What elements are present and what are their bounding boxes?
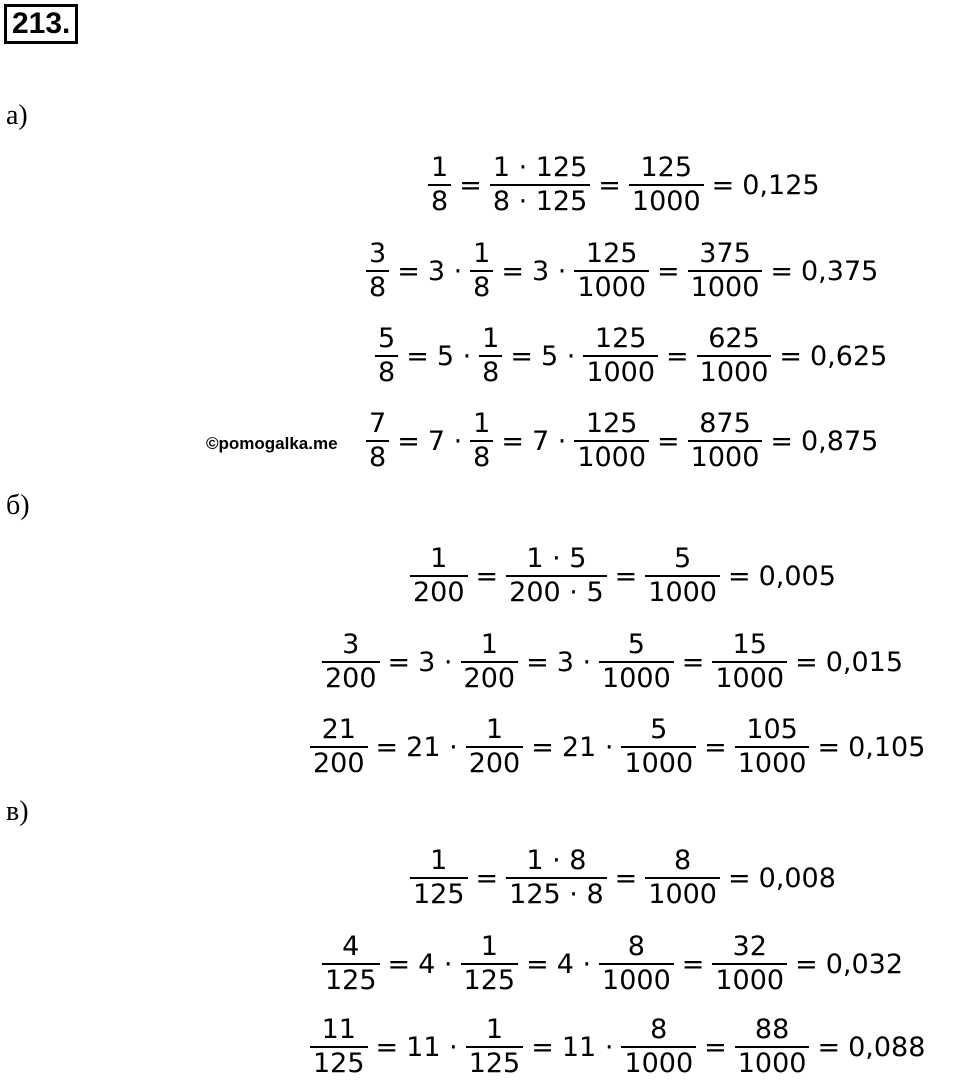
fraction-numerator: 88 — [754, 1014, 790, 1045]
math-term: 5 · — [540, 340, 576, 372]
fraction — [322, 629, 380, 695]
fraction-numerator: 8 — [627, 931, 645, 962]
equals-sign: = — [501, 425, 524, 457]
fraction-numerator: 8 — [674, 845, 692, 876]
fraction-denominator: 1000 — [690, 272, 760, 303]
fraction-numerator: 125 — [585, 408, 638, 439]
fraction-numerator: 125 — [594, 323, 647, 354]
fraction-denominator: 200 · 5 — [509, 577, 604, 608]
fraction-denominator: 1000 — [624, 748, 694, 779]
math-term: 0,088 — [848, 1031, 926, 1063]
equation-line — [362, 236, 882, 306]
fraction-numerator: 1 — [480, 629, 498, 660]
fraction-denominator: 200 — [463, 663, 516, 694]
fraction — [410, 845, 468, 911]
fraction-numerator: 32 — [732, 931, 767, 962]
fraction-denominator: 1000 — [690, 442, 760, 473]
fraction-denominator: 1000 — [631, 186, 701, 217]
fraction-numerator: 5 — [650, 714, 668, 745]
math-term: 11 · — [406, 1031, 458, 1063]
fraction-numerator: 1 — [485, 714, 504, 745]
equals-sign: = — [397, 255, 420, 287]
equals-sign: = — [817, 731, 841, 763]
fraction-denominator: 200 — [468, 748, 521, 779]
fraction-denominator: 8 — [473, 442, 491, 473]
math-term: 21 · — [561, 731, 614, 763]
fraction-denominator: 8 — [369, 272, 387, 303]
fraction-numerator: 1 — [473, 408, 491, 439]
equation-line — [306, 1012, 929, 1082]
equals-sign: = — [375, 1031, 399, 1063]
fraction — [712, 931, 787, 997]
fraction — [645, 543, 720, 609]
fraction-denominator: 1000 — [648, 577, 717, 608]
equals-sign: = — [510, 340, 533, 372]
fraction-numerator: 5 — [627, 629, 645, 660]
fraction-numerator: 1 · 8 — [526, 845, 587, 876]
equation-line — [371, 321, 891, 391]
fraction-numerator: 4 — [342, 931, 360, 962]
fraction-denominator: 1000 — [737, 748, 807, 779]
equation-line — [406, 541, 840, 611]
equals-sign: = — [387, 948, 411, 980]
fraction-numerator: 1 — [431, 152, 449, 183]
fraction-numerator: 21 — [321, 714, 356, 745]
fraction — [466, 1014, 524, 1080]
math-term: 0,125 — [742, 169, 820, 201]
math-term: 0,032 — [825, 948, 904, 980]
equals-sign: = — [681, 646, 705, 678]
fraction-denominator: 1000 — [648, 879, 717, 910]
math-term: 0,375 — [801, 255, 879, 287]
fraction — [479, 323, 502, 389]
equals-sign: = — [526, 948, 549, 980]
equals-sign: = — [475, 560, 499, 592]
equation-line — [306, 712, 929, 782]
fraction — [599, 931, 674, 997]
equals-sign: = — [475, 862, 499, 894]
equals-sign: = — [657, 425, 680, 457]
fraction-numerator: 125 — [640, 152, 693, 183]
equals-sign: = — [727, 862, 751, 894]
fraction — [461, 931, 519, 997]
fraction — [310, 714, 368, 780]
fraction-numerator: 1 — [480, 931, 498, 962]
math-term: 4 · — [556, 948, 592, 980]
equation-line — [318, 929, 907, 999]
equals-sign: = — [817, 1031, 841, 1063]
fraction-denominator: 125 · 8 — [509, 879, 604, 910]
fraction-numerator: 15 — [732, 629, 767, 660]
fraction-denominator: 1000 — [624, 1048, 694, 1079]
math-term: 0,005 — [758, 560, 836, 592]
fraction-denominator: 8 — [431, 186, 449, 217]
equals-sign: = — [666, 340, 689, 372]
equation-line — [406, 843, 840, 913]
math-term: 7 · — [531, 425, 567, 457]
equals-sign: = — [614, 862, 638, 894]
fraction — [621, 714, 696, 780]
fraction-numerator: 1 — [485, 1014, 504, 1045]
equals-sign: = — [727, 560, 751, 592]
math-term: 3 · — [556, 646, 592, 678]
math-term: 3 · — [418, 646, 453, 678]
fraction — [583, 323, 658, 389]
fraction-denominator: 1000 — [737, 1048, 807, 1079]
fraction — [490, 152, 590, 218]
fraction — [688, 408, 763, 474]
fraction-numerator: 3 — [369, 238, 387, 269]
fraction — [470, 238, 493, 304]
fraction-denominator: 1000 — [715, 663, 785, 694]
fraction-numerator: 105 — [746, 714, 798, 745]
fraction-denominator: 125 — [468, 1048, 521, 1079]
equals-sign: = — [598, 169, 621, 201]
math-term: 0,875 — [801, 425, 879, 457]
fraction-denominator: 1000 — [715, 965, 785, 996]
equals-sign: = — [704, 731, 727, 763]
fraction-denominator: 8 — [482, 357, 500, 388]
fraction-denominator: 1000 — [602, 965, 671, 996]
equation-line — [424, 150, 824, 220]
fraction-denominator: 1000 — [577, 442, 647, 473]
fraction-denominator: 200 — [325, 663, 377, 694]
math-term: 21 · — [406, 731, 458, 763]
equals-sign: = — [795, 948, 818, 980]
equation-line — [362, 406, 882, 476]
section-label-b: б) — [6, 490, 30, 521]
math-term: 3 · — [531, 255, 567, 287]
fraction — [375, 323, 398, 389]
math-term: 7 · — [427, 425, 463, 457]
equals-sign: = — [387, 646, 411, 678]
equals-sign: = — [657, 255, 680, 287]
fraction-denominator: 1000 — [699, 357, 769, 388]
problem-number: 213. — [4, 4, 78, 44]
fraction-denominator: 1000 — [602, 663, 671, 694]
equals-sign: = — [531, 731, 554, 763]
fraction-numerator: 7 — [369, 408, 387, 439]
fraction — [322, 931, 380, 997]
math-term: 4 · — [418, 948, 453, 980]
fraction-numerator: 1 — [473, 238, 491, 269]
math-term: 0,625 — [810, 340, 888, 372]
fraction — [574, 408, 649, 474]
fraction-numerator: 11 — [321, 1014, 356, 1045]
fraction-denominator: 125 — [325, 965, 377, 996]
equals-sign: = — [526, 646, 549, 678]
fraction-numerator: 8 — [650, 1014, 668, 1045]
fraction — [366, 408, 389, 474]
fraction — [712, 629, 787, 695]
fraction-denominator: 8 · 125 — [492, 186, 588, 217]
fraction — [470, 408, 493, 474]
fraction — [466, 714, 524, 780]
fraction-numerator: 875 — [699, 408, 751, 439]
fraction — [621, 1014, 696, 1080]
fraction-numerator: 125 — [585, 238, 638, 269]
equals-sign: = — [770, 255, 793, 287]
fraction-numerator: 1 — [482, 323, 500, 354]
fraction — [574, 238, 649, 304]
math-term: 0,015 — [825, 646, 904, 678]
fraction-numerator: 5 — [378, 323, 396, 354]
equals-sign: = — [770, 425, 793, 457]
fraction — [645, 845, 720, 911]
equals-sign: = — [501, 255, 524, 287]
fraction-denominator: 1000 — [577, 272, 647, 303]
fraction — [697, 323, 772, 389]
equals-sign: = — [711, 169, 735, 201]
fraction — [461, 629, 519, 695]
equals-sign: = — [681, 948, 705, 980]
math-term: 3 · — [427, 255, 463, 287]
equals-sign: = — [459, 169, 482, 201]
fraction-numerator: 1 · 125 — [492, 152, 588, 183]
equals-sign: = — [531, 1031, 554, 1063]
fraction — [629, 152, 704, 218]
fraction-denominator: 125 — [313, 1048, 365, 1079]
fraction-denominator: 125 — [463, 965, 516, 996]
fraction-numerator: 1 — [430, 543, 448, 574]
math-term: 5 · — [436, 340, 472, 372]
equals-sign: = — [406, 340, 429, 372]
fraction — [428, 152, 451, 218]
fraction-denominator: 200 — [413, 577, 465, 608]
fraction — [735, 714, 810, 780]
fraction-denominator: 200 — [313, 748, 365, 779]
watermark: ©pomogalka.me — [206, 434, 338, 453]
fraction-denominator: 8 — [369, 442, 387, 473]
fraction — [688, 238, 763, 304]
fraction — [599, 629, 674, 695]
fraction-denominator: 1000 — [586, 357, 656, 388]
fraction-numerator: 1 — [430, 845, 448, 876]
fraction-numerator: 1 · 5 — [526, 543, 587, 574]
equals-sign: = — [779, 340, 802, 372]
section-label-a: а) — [6, 100, 28, 131]
fraction — [506, 845, 606, 911]
math-term: 11 · — [561, 1031, 614, 1063]
math-term: 0,105 — [848, 731, 926, 763]
fraction — [310, 1014, 368, 1080]
fraction — [506, 543, 606, 609]
fraction-denominator: 8 — [378, 357, 396, 388]
fraction — [735, 1014, 810, 1080]
equals-sign: = — [397, 425, 420, 457]
fraction — [366, 238, 389, 304]
equals-sign: = — [614, 560, 638, 592]
equals-sign: = — [795, 646, 818, 678]
fraction-denominator: 8 — [473, 272, 491, 303]
fraction-numerator: 5 — [674, 543, 692, 574]
fraction-numerator: 3 — [342, 629, 360, 660]
fraction — [410, 543, 468, 609]
fraction-numerator: 375 — [699, 238, 751, 269]
equals-sign: = — [375, 731, 399, 763]
equation-line — [318, 627, 907, 697]
fraction-numerator: 625 — [708, 323, 760, 354]
section-label-c: в) — [6, 796, 29, 827]
math-term: 0,008 — [758, 862, 836, 894]
equals-sign: = — [704, 1031, 727, 1063]
fraction-denominator: 125 — [413, 879, 465, 910]
